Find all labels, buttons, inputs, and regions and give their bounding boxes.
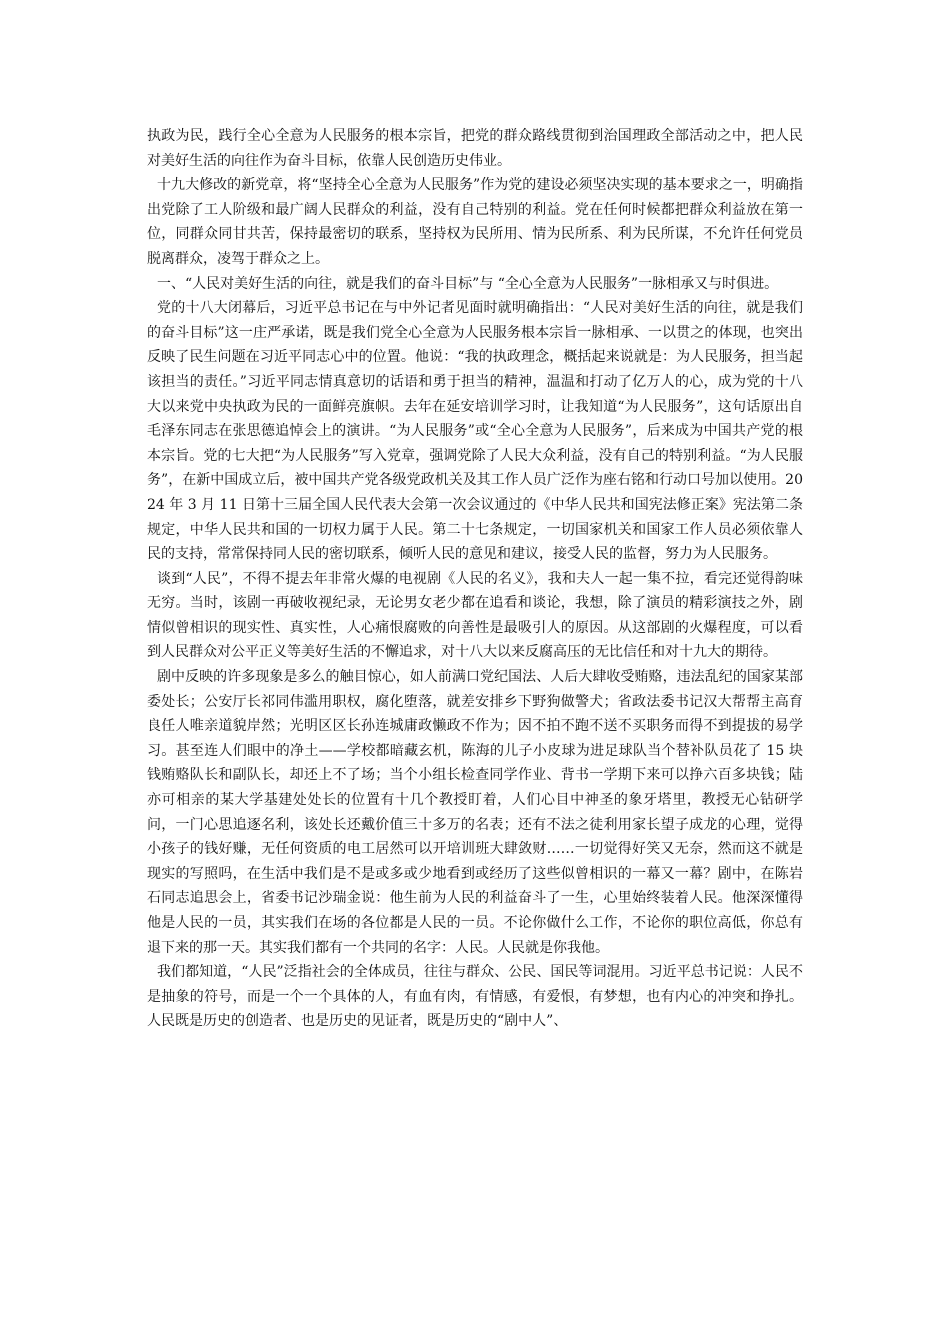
paragraph-2: 十九大修改的新党章，将“坚持全心全意为人民服务”作为党的建设必须坚决实现的基本要求之一，明确指出党除了工人阶级和最广阔人民群众的利益，没有自己特别的利益。党在任何时候都把群众利益放在第一位，同群众同甘共苦，保持最密切的联系，坚持权为民所用、情为民所系、利为民所谋，不允许任何党员脱离群众，凌驾于群众之上。 (147, 177, 803, 267)
paragraph-4: 谈到“人民”，不得不提去年非常火爆的电视剧《人民的名义》，我和夫人一起一集不拉，看完还觉得韵味无穷。当时，该剧一再破收视纪录，无论男女老少都在追看和谈论，我想，除了演员的精彩演技之外，剧情似曾相识的现实性、真实性，人心痛恨腐败的向善性是最吸引人的原因。从这部剧的火爆程度，可以看到人民群众对公平正义等美好生活的不懈追求，对十八大以来反腐高压的无比信任和对十九大的期待。 (147, 570, 803, 661)
paragraph-6: 我们都知道，“人民”泛指社会的全体成员，往往与群众、公民、国民等词混用。习近平总书记说：人民不是抽象的符号，而是一个一个具体的人，有血有肉，有情感，有爱恨，有梦想，也有内心的冲突和挣扎。人民既是历史的创造者、也是历史的见证者，既是历史的“剧中人”、 (147, 964, 803, 1030)
paragraph-3: 党的十八大闭幕后，习近平总书记在与中外记者见面时就明确指出：“人民对美好生活的向往，就是我们的奋斗目标”这一庄严承诺，既是我们党全心全意为人民服务根本宗旨一脉相承、一以贯之的体现，也突出反映了民生问题在习近平同志心中的位置。他说：“我的执政理念，概括起来说就是：为人民服务，担当起该担当的责任。”习近平同志情真意切的话语和勇于担当的精神，温温和打动了亿万人的心，成为党的十八大以来党中央执政为民的一面鲜亮旗帜。去年在延安培训学习时，让我知道“为人民服务”，这句话原出自毛泽东同志在张思德追悼会上的演讲。“为人民服务”或“全心全意为人民服务”，后来成为中国共产党的根本宗旨。党的七大把“为人民服务”写入党章，强调党除了人民大众利益，没有自己的特别利益。“为人民服务”，在新中国成立后，被中国共产党各级党政机关及其工作人员广泛作为座右铭和行动口号加以使用。2024 年 3 月 11 日第十三届全国人民代表大会第一次会议通过的《中华人民共和国宪法修正案》宪法第二条规定，中华人民共和国的一切权力属于人民。第二十七条规定，一切国家机关和国家工作人员必须依靠人民的支持，常常保持同人民的密切联系，倾听人民的意见和建议，接受人民的监督，努力为人民服务。 (147, 300, 803, 563)
paragraph-1: 执政为民，践行全心全意为人民服务的根本宗旨，把党的群众路线贯彻到治国理政全部活动之中，把人民对美好生活的向往作为奋斗目标，依靠人民创造历史伟业。 (147, 128, 803, 169)
document-page (147, 124, 803, 1034)
paragraph-5: 剧中反映的许多现象是多么的触目惊心，如人前满口党纪国法、人后大肆收受贿赂，违法乱纪的国家某部委处长；公安厅长祁同伟滥用职权，腐化堕落，就差安排乡下野狗做警犬；省政法委书记汉大帮帮主高育良任人唯亲道貌岸然；光明区区长孙连城庸政懒政不作为；因不拍不跑不送不买职务而得不到提拔的易学习。甚至连人们眼中的净土——学校都暗藏玄机，陈海的儿子小皮球为进足球队当个替补队员花了 15 块钱贿赂队长和副队长，却还上不了场；当个小组长检查同学作业、背书一学期下来可以挣六百多块钱；陆亦可相亲的某大学基建处处长的位置有十几个教授盯着，人们心目中神圣的象牙塔里，教授无心钻研学问，一门心思追逐名利，该处长还戴价值三十多万的名表；还有不法之徒利用家长望子成龙的心理，觉得小孩子的钱好赚，无任何资质的电工居然可以开培训班大肆敛财……一切觉得好笑又无奈，然而这不就是现实的写照吗，在生活中我们是不是或多或少地看到或经历了这些似曾相识的一幕又一幕？剧中，在陈岩石同志追思会上，省委书记沙瑞金说：他生前为人民的利益奋斗了一生，心里始终装着人民。他深深懂得他是人民的一员，其实我们在场的各位都是人民的一员。不论你做什么工作，不论你的职位高低，你总有退下来的那一天。其实我们都有一个共同的名字：人民。人民就是你我他。 (147, 669, 803, 956)
section-heading: 一、“人民对美好生活的向往，就是我们的奋斗目标”与 “全心全意为人民服务”一脉相承又与时俱进。 (157, 275, 779, 292)
